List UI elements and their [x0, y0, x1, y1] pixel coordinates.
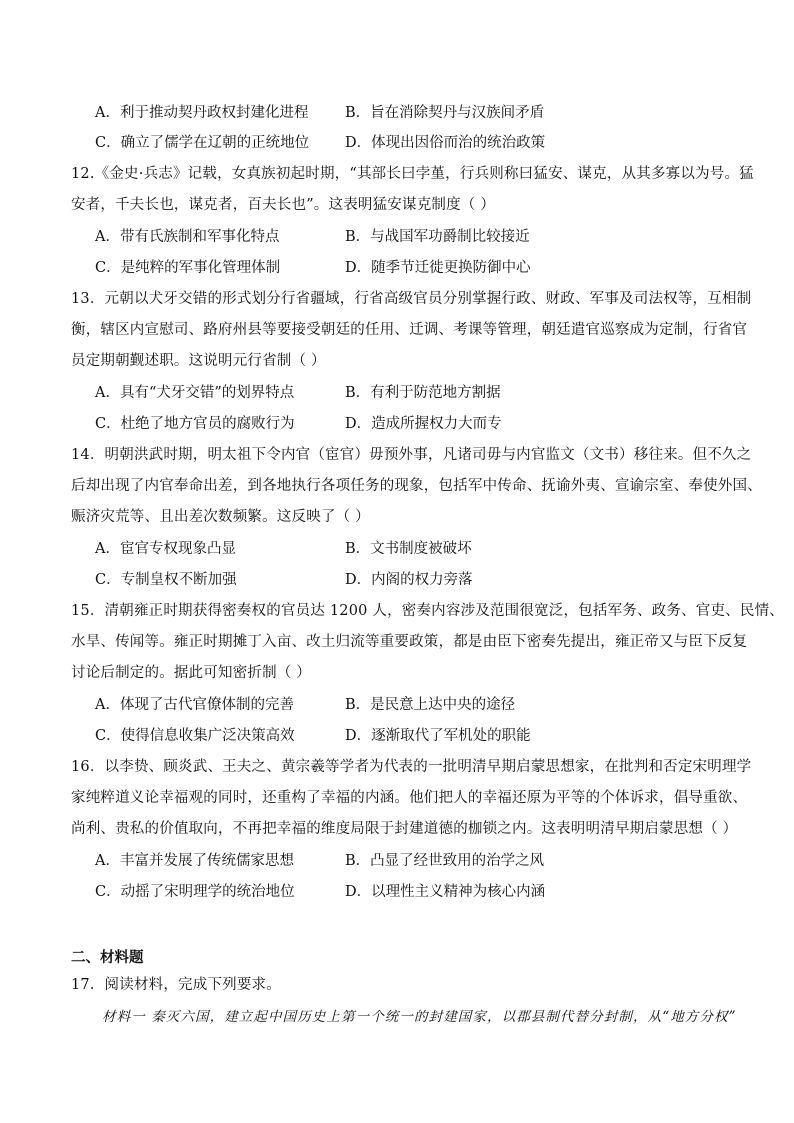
- q14-option-c: C．专制皇权不断加强: [95, 572, 237, 588]
- q15-option-b: B．是民意上达中央的途径: [345, 697, 516, 713]
- q15-option-d: D．逐渐取代了军机处的职能: [345, 728, 531, 744]
- q16-stem-line-3: 尚利、贵私的价值取向，不再把幸福的维度局限于封建道德的枷锁之内。这表明明清早期启蒙思想（ ）: [71, 821, 738, 837]
- q12-stem-line-1: 12.《金史·兵志》记载，女真族初起时期，“其部长曰孛堇，行兵则称曰猛安、谋克，从其多寡以为号。猛: [71, 166, 754, 182]
- q15-stem-line-1: 15．清朝雍正时期获得密奏权的官员达 1200 人，密奏内容涉及范围很宽泛，包括军务、政务、官吏、民情、: [71, 603, 784, 619]
- q16-option-a: A．丰富并发展了传统儒家思想: [95, 853, 294, 869]
- q14-option-a: A．宦官专权现象凸显: [95, 541, 236, 557]
- q16-option-d: D．以理性主义精神为核心内涵: [345, 884, 546, 900]
- q13-stem-line-1: 13．元朝以犬牙交错的形式划分行省疆域，行省高级官员分别掌握行政、财政、军事及司法权等，互相制: [71, 291, 752, 307]
- q11-option-b: B．旨在消除契丹与汉族间矛盾: [345, 105, 545, 121]
- q14-stem-line-1: 14．明朝洪武时期，明太祖下令内官（宦官）毋预外事，凡诸司毋与内官监文（文书）移往来。但不久之: [71, 447, 752, 463]
- q11-option-a: A．利于推动契丹政权封建化进程: [95, 105, 309, 121]
- q16-option-c: C．动摇了宋明理学的统治地位: [95, 884, 295, 900]
- q12-option-d: D．随季节迁徙更换防御中心: [345, 260, 531, 276]
- q13-option-b: B．有利于防范地方割据: [345, 385, 501, 401]
- q13-option-a: A．具有“犬牙交错”的划界特点: [95, 385, 295, 401]
- q16-stem-line-2: 家纯粹道义论幸福观的同时，还重构了幸福的内涵。他们把人的幸福还原为平等的个体诉求，倡导重欲、: [71, 790, 748, 806]
- q17-stem: 17．阅读材料，完成下列要求。: [71, 977, 281, 993]
- q15-stem-line-3: 讨论后制定的。据此可知密折制（ ）: [71, 665, 312, 681]
- material-one: 材料一 秦灭六国，建立起中国历史上第一个统一的封建国家，以郡县制代替分封制，从“地方分权”: [102, 1009, 737, 1025]
- q13-option-d: D．造成所握权力大而专: [345, 416, 502, 432]
- q12-option-a: A．带有氏族制和军事化特点: [95, 229, 280, 245]
- q13-stem-line-2: 衡，辖区内宣慰司、路府州县等要接受朝廷的任用、迁调、考课等管理，朝廷遣官巡察成为定制，行省官: [71, 322, 748, 338]
- section-title: 二、材料题: [71, 950, 144, 966]
- q15-stem-line-2: 水旱、传闻等。雍正时期摊丁入亩、改土归流等重要政策，都是由臣下密奏先提出，雍正帝又与臣下反复: [71, 634, 748, 650]
- q14-stem-line-3: 赈济灾荒等、且出差次数频繁。这反映了（ ）: [71, 509, 370, 525]
- q12-option-c: C．是纯粹的军事化管理体制: [95, 260, 281, 276]
- q15-option-c: C．使得信息收集广泛决策高效: [95, 728, 295, 744]
- q15-option-a: A．体现了古代官僚体制的完善: [95, 697, 294, 713]
- q14-option-d: D．内阁的权力旁落: [345, 572, 473, 588]
- q14-stem-line-2: 后却出现了内官奉命出差，到各地执行各项任务的现象，包括军中传命、抚谕外夷、宣谕宗室、奉使外国、: [71, 478, 762, 494]
- q13-stem-line-3: 员定期朝觐述职。这说明元行省制（ ）: [71, 353, 326, 369]
- q13-option-c: C．杜绝了地方官员的腐败行为: [95, 416, 295, 432]
- q12-option-b: B．与战国军功爵制比较接近: [345, 229, 530, 245]
- q16-option-b: B．凸显了经世致用的治学之风: [345, 853, 545, 869]
- q16-stem-line-1: 16．以李贽、顾炎武、王夫之、黄宗羲等学者为代表的一批明清早期启蒙思想家，在批判和否定宋明理学: [71, 759, 752, 775]
- q11-option-d: D．体现出因俗而治的统治政策: [345, 135, 546, 151]
- q14-option-b: B．文书制度被破坏: [345, 541, 472, 557]
- q12-stem-line-2: 安者，千夫长也，谋克者，百夫长也”。这表明猛安谋克制度（ ）: [71, 197, 496, 213]
- q11-option-c: C．确立了儒学在辽朝的正统地位: [95, 135, 310, 151]
